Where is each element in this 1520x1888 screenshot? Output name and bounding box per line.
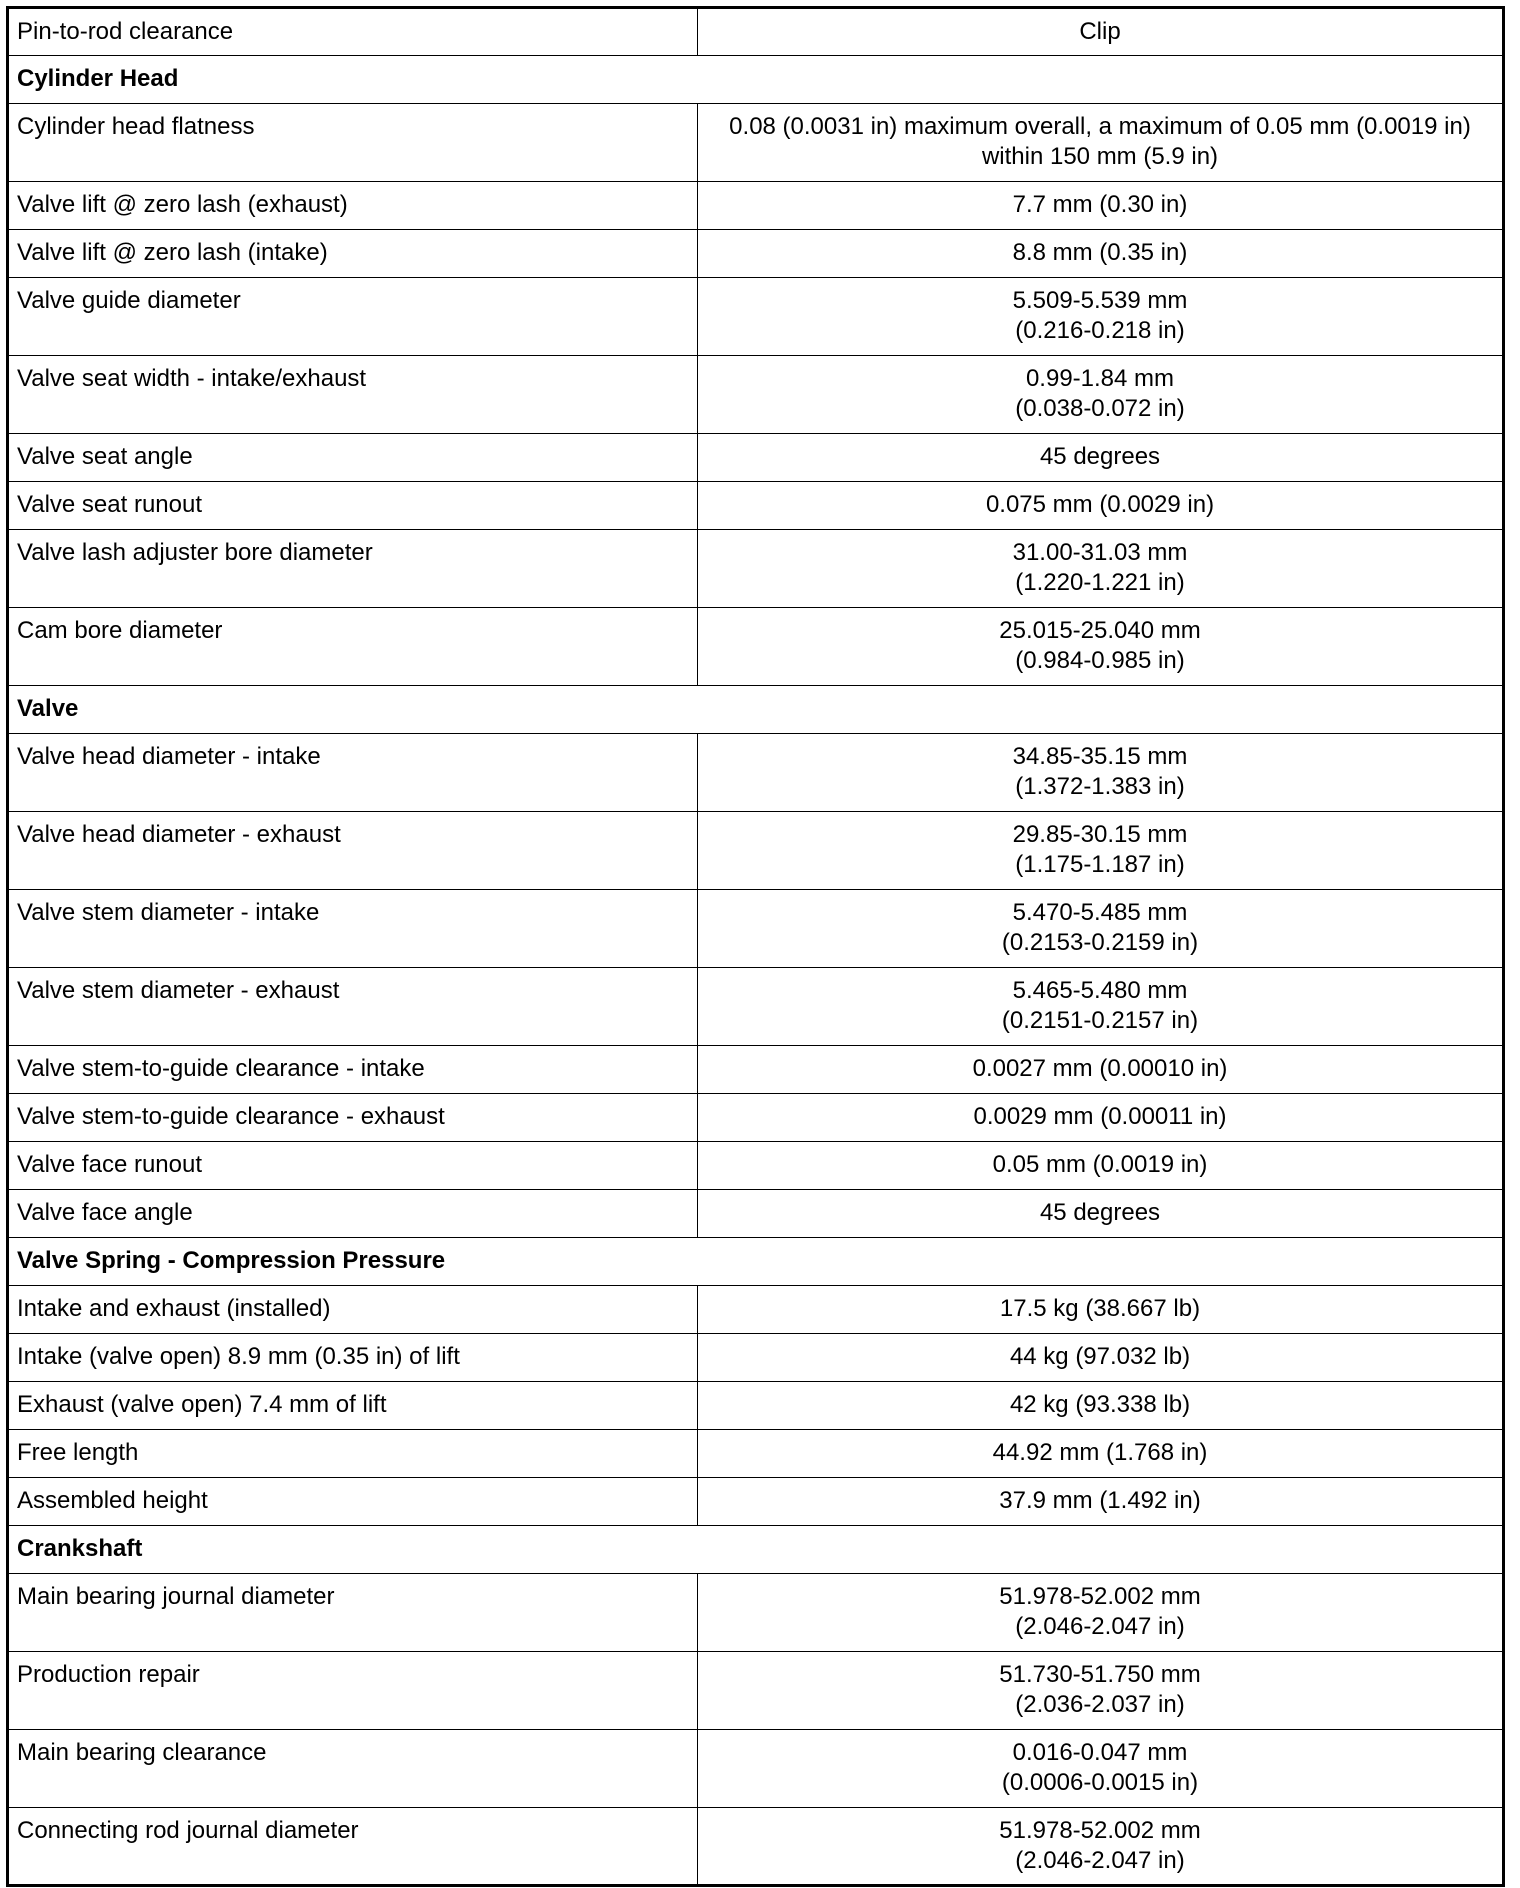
spec-value: 44 kg (97.032 lb): [698, 1334, 1504, 1382]
spec-row: [8, 1286, 1504, 1334]
spec-row: [8, 1730, 1504, 1808]
spec-label: Free length: [8, 1430, 698, 1478]
spec-value: 29.85-30.15 mm (1.175-1.187 in): [698, 812, 1504, 890]
engine-spec-table: [6, 6, 1505, 1887]
spec-label: Valve lash adjuster bore diameter: [8, 530, 698, 608]
spec-row: [8, 1094, 1504, 1142]
spec-row: [8, 530, 1504, 608]
spec-row: [8, 1808, 1504, 1886]
spec-value: 0.05 mm (0.0019 in): [698, 1142, 1504, 1190]
spec-label: Intake (valve open) 8.9 mm (0.35 in) of lift: [8, 1334, 698, 1382]
spec-row: [8, 1574, 1504, 1652]
spec-value: 51.730-51.750 mm (2.036-2.037 in): [698, 1652, 1504, 1730]
spec-row: [8, 356, 1504, 434]
section-title: Valve: [8, 686, 1504, 734]
spec-value: 8.8 mm (0.35 in): [698, 230, 1504, 278]
spec-value: 0.075 mm (0.0029 in): [698, 482, 1504, 530]
spec-row: [8, 734, 1504, 812]
spec-row: [8, 812, 1504, 890]
spec-value: 44.92 mm (1.768 in): [698, 1430, 1504, 1478]
spec-row: [8, 278, 1504, 356]
spec-value: Clip: [698, 8, 1504, 56]
spec-label: Valve seat angle: [8, 434, 698, 482]
section-header-row: [8, 686, 1504, 734]
spec-value: 45 degrees: [698, 434, 1504, 482]
section-header-row: [8, 56, 1504, 104]
spec-row: [8, 1652, 1504, 1730]
spec-row: [8, 104, 1504, 182]
spec-label: Assembled height: [8, 1478, 698, 1526]
spec-row: [8, 1190, 1504, 1238]
spec-value: 5.509-5.539 mm (0.216-0.218 in): [698, 278, 1504, 356]
spec-label: Valve head diameter - intake: [8, 734, 698, 812]
spec-label: Valve stem-to-guide clearance - intake: [8, 1046, 698, 1094]
spec-value: 5.470-5.485 mm (0.2153-0.2159 in): [698, 890, 1504, 968]
spec-row: [8, 434, 1504, 482]
spec-value: 51.978-52.002 mm (2.046-2.047 in): [698, 1574, 1504, 1652]
spec-row: [8, 890, 1504, 968]
spec-value: 0.0029 mm (0.00011 in): [698, 1094, 1504, 1142]
spec-row: [8, 1142, 1504, 1190]
spec-value: 5.465-5.480 mm (0.2151-0.2157 in): [698, 968, 1504, 1046]
spec-label: Production repair: [8, 1652, 698, 1730]
section-title: Cylinder Head: [8, 56, 1504, 104]
spec-value: 0.016-0.047 mm (0.0006-0.0015 in): [698, 1730, 1504, 1808]
spec-label: Valve seat runout: [8, 482, 698, 530]
spec-label: Valve lift @ zero lash (intake): [8, 230, 698, 278]
spec-label: Valve face angle: [8, 1190, 698, 1238]
spec-label: Main bearing journal diameter: [8, 1574, 698, 1652]
spec-label: Valve lift @ zero lash (exhaust): [8, 182, 698, 230]
spec-label: Valve stem-to-guide clearance - exhaust: [8, 1094, 698, 1142]
spec-row: [8, 968, 1504, 1046]
spec-label: Pin-to-rod clearance: [8, 8, 698, 56]
section-header-row: [8, 1526, 1504, 1574]
spec-label: Main bearing clearance: [8, 1730, 698, 1808]
section-title: Valve Spring - Compression Pressure: [8, 1238, 1504, 1286]
spec-row: [8, 182, 1504, 230]
spec-row: [8, 8, 1504, 56]
spec-label: Valve stem diameter - intake: [8, 890, 698, 968]
spec-value: 31.00-31.03 mm (1.220-1.221 in): [698, 530, 1504, 608]
spec-label: Valve seat width - intake/exhaust: [8, 356, 698, 434]
spec-label: Valve guide diameter: [8, 278, 698, 356]
spec-value: 37.9 mm (1.492 in): [698, 1478, 1504, 1526]
spec-label: Exhaust (valve open) 7.4 mm of lift: [8, 1382, 698, 1430]
spec-row: [8, 482, 1504, 530]
spec-row: [8, 230, 1504, 278]
spec-value: 17.5 kg (38.667 lb): [698, 1286, 1504, 1334]
section-title: Crankshaft: [8, 1526, 1504, 1574]
spec-value: 51.978-52.002 mm (2.046-2.047 in): [698, 1808, 1504, 1886]
spec-value: 45 degrees: [698, 1190, 1504, 1238]
spec-value: 42 kg (93.338 lb): [698, 1382, 1504, 1430]
spec-row: [8, 1478, 1504, 1526]
spec-value: 0.99-1.84 mm (0.038-0.072 in): [698, 356, 1504, 434]
spec-value: 25.015-25.040 mm (0.984-0.985 in): [698, 608, 1504, 686]
spec-row: [8, 608, 1504, 686]
spec-row: [8, 1046, 1504, 1094]
spec-label: Connecting rod journal diameter: [8, 1808, 698, 1886]
spec-value: 0.08 (0.0031 in) maximum overall, a maximum of 0.05 mm (0.0019 in) within 150 mm (5.9 in): [698, 104, 1504, 182]
spec-label: Intake and exhaust (installed): [8, 1286, 698, 1334]
spec-value: 7.7 mm (0.30 in): [698, 182, 1504, 230]
spec-value: 0.0027 mm (0.00010 in): [698, 1046, 1504, 1094]
spec-label: Valve stem diameter - exhaust: [8, 968, 698, 1046]
spec-label: Valve head diameter - exhaust: [8, 812, 698, 890]
spec-label: Cam bore diameter: [8, 608, 698, 686]
spec-row: [8, 1430, 1504, 1478]
spec-row: [8, 1382, 1504, 1430]
spec-label: Cylinder head flatness: [8, 104, 698, 182]
spec-table-body: [8, 8, 1504, 1886]
spec-value: 34.85-35.15 mm (1.372-1.383 in): [698, 734, 1504, 812]
spec-label: Valve face runout: [8, 1142, 698, 1190]
spec-row: [8, 1334, 1504, 1382]
section-header-row: [8, 1238, 1504, 1286]
